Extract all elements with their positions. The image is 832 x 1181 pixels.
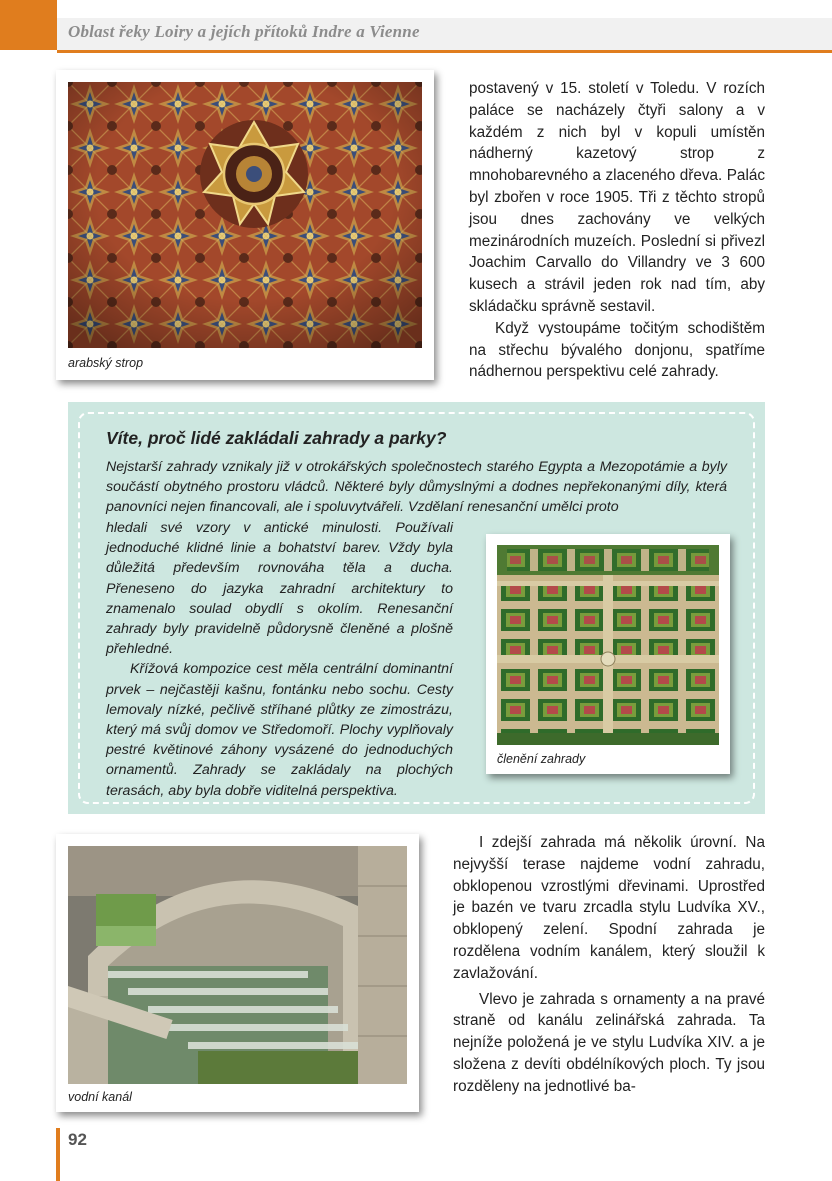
- body-text-bottom: [453, 832, 765, 1098]
- arabic-ceiling-photo: [68, 82, 422, 348]
- paragraph: Vlevo je zahrada s ornamenty a na pravé straně od kanálu zelinářská zahrada. Ta nejníže položená je ve stylu Ludvíka XIV. a je složena z devíti obdélníkových ploch. Ty jsou rozděleny na jednotlivé ba-: [453, 990, 765, 1095]
- paragraph: I zdejší zahrada má několik úrovní. Na nejvyšší terase najdeme vodní zahradu, obklopenou vzrostlými dřevinami. Uprostřed je bazén ve tvaru zrcadla stylu Ludvíka XV., obklopený zelení. Spodní zahrada je rozdělena vodním kanálem, který sloužil k zavlažování.: [453, 834, 765, 982]
- paragraph: Nejstarší zahrady vznikaly již v otrokářských společnostech starého Egypta a Mezopotámie a byly součástí obytného prostoru vládců. Některé byly důmyslnými a dodnes nepřekonanými díly, která panovníci nejen financovali, ale i spoluvytvářeli. Vzdělaní renesanční umělci proto: [106, 459, 727, 516]
- running-header-title: Oblast řeky Loiry a jejích přítoků Indre a Vienne: [68, 22, 420, 41]
- info-box-text-full: [106, 457, 727, 518]
- paragraph: hledali své vzory v antické minulosti. Používali jednoduché klidné linie a bohatství barev. Vždy byla důležitá především rovnováha těla a ducha. Přeneseno do jazyka zahradní architektury to znamenalo soulad obydlí s okolím. Renesanční zahrady byly pravidelně půdorysně členěné a plošně přehledné.: [106, 520, 453, 658]
- info-box-text-narrow: [106, 518, 453, 801]
- page-number: 92: [68, 1130, 87, 1149]
- ceiling-photo-card: [56, 70, 434, 380]
- garden-caption: členění zahrady: [497, 752, 586, 766]
- garden-photo-card: [486, 534, 730, 774]
- info-box-title: Víte, proč lidé zakládali zahrady a parky?: [106, 428, 447, 448]
- ceiling-caption: arabský strop: [68, 356, 144, 370]
- canal-photo-card: [56, 834, 419, 1112]
- water-canal-photo: [68, 846, 407, 1084]
- paragraph: postavený v 15. století v Toledu. V rozích paláce se nacházely čtyři salony a v každém z nich byl v kopuli umístěn nádherný kazetový strop z mnohobarevného a zlaceného dřeva. Palác byl zbořen v roce 1905. Tři z těchto stropů jsou dnes zachovány ve velkých mezinárodních muzeích. Poslední si přivezl Joachim Carvallo do Villandry ve 3 600 kusech a strávil jeden rok nad tím, aby skládačku správně sestavil.: [469, 80, 765, 315]
- page-number-accent: [56, 1128, 60, 1181]
- body-text-top: [469, 78, 765, 383]
- garden-layout-photo: [497, 545, 719, 745]
- paragraph: Křížová kompozice cest měla centrální dominantní prvek – nejčastěji kašnu, fontánku nebo sochu. Cesty lemovaly nízké, pečlivě stříhané plůtky ze zimostrázu, který má svůj domov ve Středomoří. Plochy vyplňovaly pestré květinové záhony vysázené do jednoduchých ornamentů. Zahrady se zakládaly na plochých terasách, aby byla dobře viditelná perspektiva.: [106, 661, 453, 799]
- header-accent-tab: [0, 0, 57, 50]
- paragraph: Když vystoupáme točitým schodištěm na střechu bývalého donjonu, spatříme nádhernou perspektivu celé zahrady.: [469, 319, 765, 381]
- canal-caption: vodní kanál: [68, 1090, 132, 1104]
